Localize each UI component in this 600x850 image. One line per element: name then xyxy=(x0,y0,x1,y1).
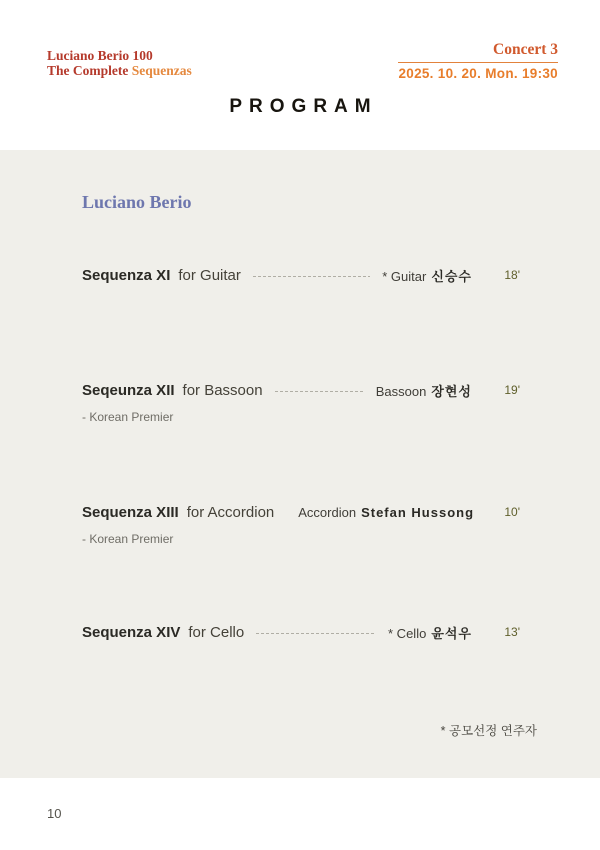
performer-name: 윤석우 xyxy=(431,625,472,641)
series-title-line2-accent: Sequenzas xyxy=(131,63,192,78)
program-entry-row xyxy=(82,265,520,285)
composer-name: Luciano Berio xyxy=(82,192,192,212)
piece-duration: 10' xyxy=(504,505,520,519)
piece-duration: 18' xyxy=(504,268,520,282)
concert-number: Concert 3 xyxy=(493,41,558,58)
leader-line xyxy=(275,391,364,392)
piece-subtitle: for Accordion xyxy=(186,503,275,521)
performer-name: 신승수 xyxy=(431,268,472,284)
program-panel xyxy=(0,150,600,778)
program-entry-row xyxy=(82,380,520,400)
series-title-line2 xyxy=(47,63,192,78)
series-title-line2-main: The Complete xyxy=(47,63,129,78)
performer xyxy=(376,381,472,400)
program-entry xyxy=(82,622,520,642)
performer-instrument: * Guitar xyxy=(382,268,427,284)
piece-title: Sequenza XI xyxy=(82,266,171,284)
piece-note: - Korean Premier xyxy=(82,410,174,424)
piece-subtitle: for Guitar xyxy=(178,266,241,284)
page-number: 10 xyxy=(47,806,62,821)
performer xyxy=(298,505,474,520)
program-entry-row xyxy=(82,502,520,522)
series-title-line1: Luciano Berio 100 xyxy=(47,48,153,63)
piece-title: Sequenza XIII xyxy=(82,503,179,521)
piece-duration: 19' xyxy=(504,383,520,397)
leader-line xyxy=(256,633,376,634)
footnote: * 공모선정 연주자 xyxy=(440,724,537,738)
piece-title: Seqeunza XII xyxy=(82,381,175,399)
program-entry xyxy=(82,502,520,546)
performer xyxy=(388,623,472,642)
piece-duration: 13' xyxy=(504,625,520,639)
header-concert-info xyxy=(398,41,558,81)
performer-instrument: * Cello xyxy=(388,625,427,641)
performer-instrument: Bassoon xyxy=(375,383,427,399)
piece-note: - Korean Premier xyxy=(82,532,174,546)
performer xyxy=(382,266,472,285)
concert-underline xyxy=(398,62,558,63)
performer-name: 장현성 xyxy=(431,383,472,399)
program-entry xyxy=(82,265,520,285)
piece-title: Sequenza XIV xyxy=(82,623,181,641)
concert-datetime: 2025. 10. 20. Mon. 19:30 xyxy=(398,66,558,81)
header-series-title xyxy=(47,48,192,78)
piece-subtitle: for Bassoon xyxy=(182,381,263,399)
performer-instrument: Accordion xyxy=(298,504,357,520)
piece-subtitle: for Cello xyxy=(188,623,245,641)
page-title: PROGRAM xyxy=(229,96,378,117)
leader-line xyxy=(253,276,370,277)
performer-name: Stefan Hussong xyxy=(361,504,475,520)
program-entry xyxy=(82,380,520,424)
program-entry-row xyxy=(82,622,520,642)
